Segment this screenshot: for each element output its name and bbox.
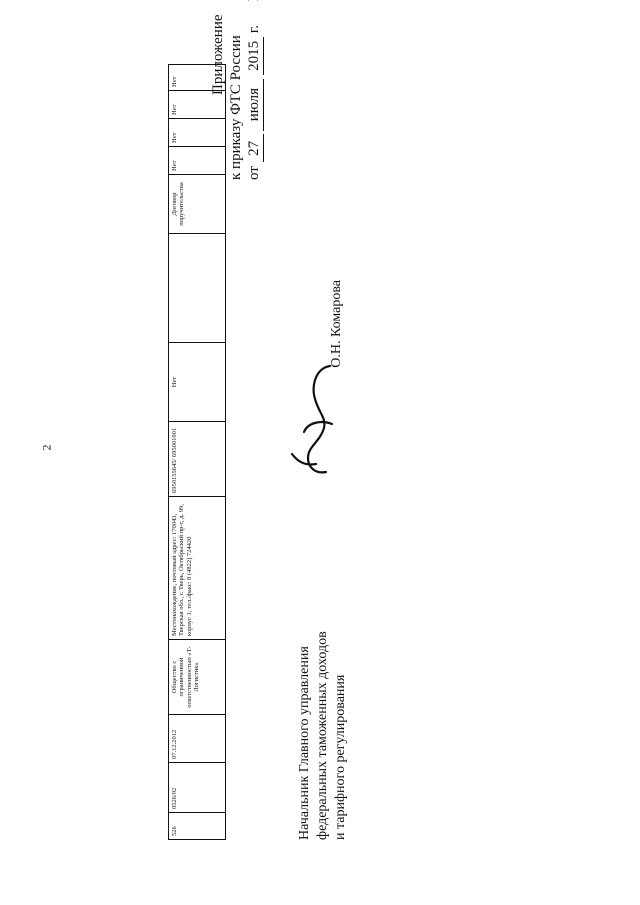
signer-position-line-3: и тарифного регулирования xyxy=(333,674,348,840)
page-number: 2 xyxy=(39,444,54,451)
cell-inn-kpp: 6950155645/ 695001001 xyxy=(169,422,226,497)
date-day: 27 xyxy=(246,134,264,162)
cell-col-8 xyxy=(169,234,226,343)
signer-name: О.Н. Комарова xyxy=(329,280,344,368)
number-prefix xyxy=(246,0,262,1)
appendix-date-line xyxy=(246,0,264,180)
registry-table xyxy=(168,65,226,840)
cell-address: Местонахождение, почтовый адрес: 170043, Тверская обл., г. Тверь, Октябрьский пр-т, д. 99, корпус 1; тел./факс: 8 (4822) 724420 xyxy=(169,497,226,640)
cell-guarantee: Договор поручительства xyxy=(169,175,226,234)
cell-col-11: Нет xyxy=(169,119,226,147)
cell-organization: Общество с ограниченной ответственностью «Т-Логистик» xyxy=(169,640,226,715)
date-year: 2015 xyxy=(246,37,264,75)
cell-col-13: Нет xyxy=(169,65,226,91)
cell-date: 07.12.2012 xyxy=(169,715,226,763)
signer-position-line-2: федеральных таможенных доходов xyxy=(315,631,330,840)
date-month: июля xyxy=(246,79,264,131)
cell-col-7: Нет xyxy=(169,343,226,422)
signature-block xyxy=(296,280,356,840)
cell-row-number: 526 xyxy=(169,813,226,840)
date-year-suffix: г. xyxy=(246,24,262,34)
appendix-order-line: к приказу ФТС России xyxy=(228,35,244,180)
signer-position xyxy=(296,631,350,840)
date-prefix: от xyxy=(246,166,262,180)
cell-registration-number: 0526/02 xyxy=(169,763,226,813)
signer-position-line-1: Начальник Главного управления xyxy=(297,646,312,840)
appendix-title: Приложение xyxy=(210,14,226,95)
cell-col-10: Нет xyxy=(169,147,226,175)
cell-col-12: Нет xyxy=(169,91,226,119)
table-row xyxy=(169,65,226,840)
